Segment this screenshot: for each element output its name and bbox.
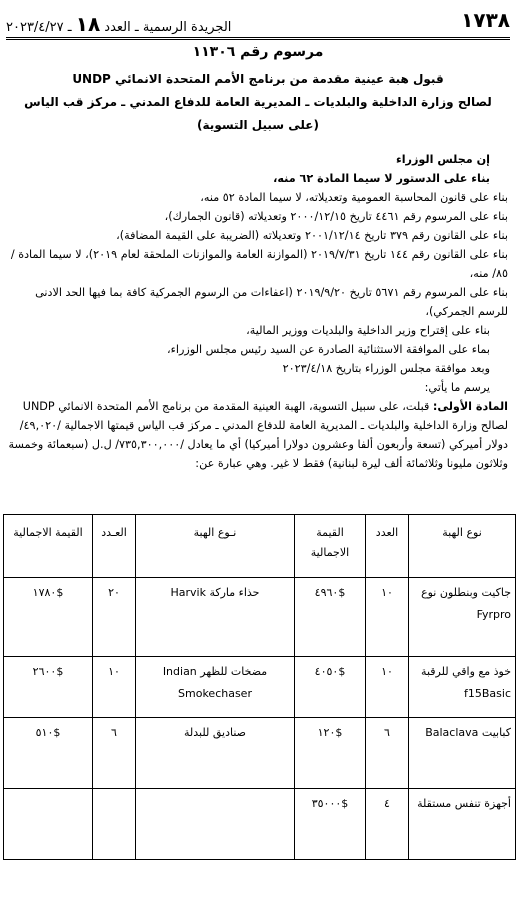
table-cell: $٢٦٠٠ (4, 657, 93, 718)
table-cell (136, 789, 295, 860)
table-header: العـدد (93, 515, 136, 578)
decree-number: مرسوم رقم ١١٣٠٦ (192, 44, 324, 60)
table-cell: ٦ (366, 718, 409, 789)
table-row (4, 789, 516, 860)
table-header-row (4, 515, 516, 578)
article-one (8, 397, 510, 473)
table-row (4, 718, 516, 789)
recital-8: وبعد موافقة مجلس الوزراء بتاريخ ٢٠٢٣/٤/١٨ (282, 362, 490, 375)
table-cell: ١٠ (366, 657, 409, 718)
table-cell: كبابيت Balaclava (409, 718, 516, 789)
recital-1: بناء على قانون المحاسبة العمومية وتعديلاته، لا سيما المادة ٥٢ منه، (200, 191, 508, 204)
table-cell (93, 789, 136, 860)
page-header (6, 6, 510, 36)
table-cell: أجهزة تنفس مستقلة (409, 789, 516, 860)
recital-3: بناء على القانون رقم ٣٧٩ تاريخ ٢٠٠١/١٢/١٤ وتعديلاته (الضريبة على القيمة المضافة)، (116, 229, 508, 242)
header-divider (6, 37, 510, 40)
table-row (4, 578, 516, 657)
table-cell: $٤٩٦٠ (295, 578, 366, 657)
table-header: القيمة الاجمالية (295, 515, 366, 578)
issue-date: ـ ٢٠٢٣/٤/٢٧ (6, 20, 72, 35)
table-header: نوع الهبة (409, 515, 516, 578)
article-label: المادة الأولى: (432, 400, 508, 413)
recital-4: بناء على القانون رقم ١٤٤ تاريخ ٢٠١٩/٧/٣١ (الموازنة العامة والموازنات الملحقة لعام ٢٠١٩)، لا سيما المادة /٨٥/ منه، (10, 248, 508, 280)
gazette-info (6, 12, 231, 36)
table-cell: $٤٠٥٠ (295, 657, 366, 718)
table-cell: جاكيت وبنطلون نوع Fyrpro (409, 578, 516, 657)
table-cell: خوذ مع واقي للرقبة f15Basic (409, 657, 516, 718)
issue-number: ١٨ (75, 12, 101, 36)
title-line-3: (على سبيل التسوية) (197, 118, 319, 132)
recital-6: بناء على إقتراح وزير الداخلية والبلديات ووزير المالية، (246, 324, 490, 337)
table-header: العدد (366, 515, 409, 578)
title-line-2: لصالح وزارة الداخلية والبلديات ـ المديرية العامة للدفاع المدني ـ مركز قب الياس (24, 95, 492, 109)
page-number: ١٧٣٨ (461, 8, 510, 32)
table-cell (4, 789, 93, 860)
recital-2: بناء على المرسوم رقم ٤٤٦١ تاريخ ٢٠٠٠/١٢/١٥ وتعديلاته (قانون الجمارك)، (164, 210, 508, 223)
recital-7: بماء على الموافقة الاستثنائية الصادرة عن السيد رئيس مجلس الوزراء، (167, 343, 490, 356)
table-cell: $١٢٠ (295, 718, 366, 789)
table-cell: ٤ (366, 789, 409, 860)
table-header: نـوع الهبة (136, 515, 295, 578)
council-line: إن مجلس الوزراء (395, 153, 490, 166)
table-cell: ٦ (93, 718, 136, 789)
gazette-title: الجريدة الرسمية ـ العدد (104, 20, 232, 35)
table-cell: ٢٠ (93, 578, 136, 657)
table-header: القيمة الاجمالية (4, 515, 93, 578)
table-cell: ١٠ (93, 657, 136, 718)
decrees-line: يرسم ما يأتي: (424, 381, 490, 394)
table-cell: ١٠ (366, 578, 409, 657)
recital-5: بناء على المرسوم رقم ٥٦٧١ تاريخ ٢٠١٩/٩/٢٠ (اعفاءات من الرسوم الجمركية كافة بما فيها الحد الادنى للرسم الجمركي)، (35, 286, 508, 318)
table-cell: $٥١٠ (4, 718, 93, 789)
table-cell: $٣٥٠٠٠ (295, 789, 366, 860)
title-line-1: قبول هبة عينية مقدمة من برنامج الأمم المتحدة الانمائي UNDP (72, 72, 444, 86)
decree-body (8, 150, 510, 473)
table-row (4, 657, 516, 718)
table-cell: حذاء ماركة Harvik (136, 578, 295, 657)
table-cell: مضخات للظهر Indian Smokechaser (136, 657, 295, 718)
table-cell: صناديق للبدلة (136, 718, 295, 789)
article-text: قبلت، على سبيل التسوية، الهبة العينية المقدمة من برنامج الأمم المتحدة الانمائي UNDP لصالح وزارة الداخلية والبلديات ـ المديرية العامة للدفاع المدني ـ مركز قب الياس قيمتها الاجمالية /٤٩,٠٢٠/ دولار أميركي (تسعة وأربعون ألفا وعشرون دولارا أميركيا) أي ما يعادل /٧٣٥,٣٠٠,٠٠٠/ ل.ل (سبعمائة وخمسة وثلاثون مليونا وثلاثمائة ألف ليرة لبنانية) فقط لا غير. وهي عبارة عن: (8, 400, 508, 470)
gifts-table (3, 514, 516, 860)
constitution-line: بناء على الدستور لا سيما المادة ٦٢ منه، (273, 172, 490, 185)
table-cell: $١٧٨٠ (4, 578, 93, 657)
